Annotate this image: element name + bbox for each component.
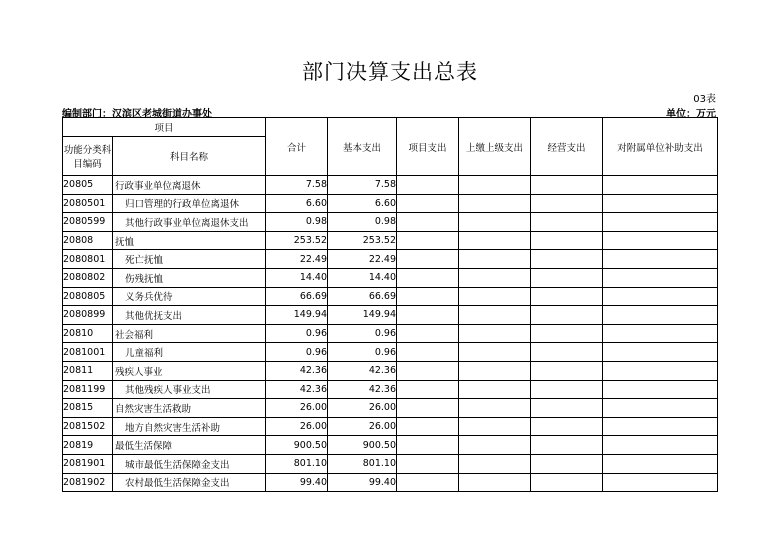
org-label: 编制部门：汉滨区老城街道办事处 — [62, 109, 212, 120]
project-expenditure-cell — [397, 473, 459, 492]
table-row — [63, 454, 718, 473]
subsidy-cell — [603, 417, 718, 436]
upper-payment-cell — [459, 176, 531, 195]
project-expenditure-cell — [397, 231, 459, 250]
total-cell: 99.40 — [266, 473, 328, 492]
upper-payment-cell — [459, 250, 531, 269]
subject-name-cell: 残疾人事业 — [113, 361, 266, 380]
func-code-cell: 2080899 — [63, 306, 113, 325]
subject-name-cell: 死亡抚恤 — [113, 250, 266, 269]
subject-name-cell: 义务兵优待 — [113, 287, 266, 306]
total-cell: 0.98 — [266, 213, 328, 232]
business-cell — [531, 399, 603, 418]
project-expenditure-cell — [397, 343, 459, 362]
upper-payment-cell — [459, 268, 531, 287]
table-row — [63, 231, 718, 250]
subject-name-cell: 抚恤 — [113, 231, 266, 250]
basic-cell: 253.52 — [328, 231, 397, 250]
total-cell: 0.96 — [266, 343, 328, 362]
subsidy-cell — [603, 213, 718, 232]
subject-name-cell: 最低生活保障 — [113, 436, 266, 455]
total-cell: 22.49 — [266, 250, 328, 269]
func-code-cell: 2081902 — [63, 473, 113, 492]
basic-cell: 99.40 — [328, 473, 397, 492]
total-cell: 26.00 — [266, 399, 328, 418]
func-code-cell: 2080599 — [63, 213, 113, 232]
project-expenditure-cell — [397, 454, 459, 473]
project-expenditure-cell — [397, 399, 459, 418]
page-title: 部门决算支出总表 — [302, 60, 478, 84]
subsidy-cell — [603, 324, 718, 343]
basic-cell: 26.00 — [328, 399, 397, 418]
table-row — [63, 213, 718, 232]
subsidy-cell — [603, 287, 718, 306]
total-cell: 801.10 — [266, 454, 328, 473]
total-cell: 900.50 — [266, 436, 328, 455]
business-cell — [531, 417, 603, 436]
header-subject-name: 科目名称 — [113, 137, 266, 176]
basic-cell: 0.98 — [328, 213, 397, 232]
table-row — [63, 399, 718, 418]
upper-payment-cell — [459, 361, 531, 380]
table-row — [63, 268, 718, 287]
func-code-cell: 20805 — [63, 176, 113, 195]
func-code-cell: 20819 — [63, 436, 113, 455]
basic-cell: 7.58 — [328, 176, 397, 195]
subsidy-cell — [603, 306, 718, 325]
business-cell — [531, 194, 603, 213]
basic-cell: 26.00 — [328, 417, 397, 436]
subject-name-cell: 其他行政事业单位离退休支出 — [113, 213, 266, 232]
total-cell: 26.00 — [266, 417, 328, 436]
header-business: 经营支出 — [531, 118, 603, 176]
upper-payment-cell — [459, 417, 531, 436]
business-cell — [531, 324, 603, 343]
basic-cell: 149.94 — [328, 306, 397, 325]
func-code-cell: 2080805 — [63, 287, 113, 306]
table-row — [63, 436, 718, 455]
project-expenditure-cell — [397, 213, 459, 232]
business-cell — [531, 343, 603, 362]
total-cell: 253.52 — [266, 231, 328, 250]
func-code-cell: 2080801 — [63, 250, 113, 269]
subsidy-cell — [603, 436, 718, 455]
subject-name-cell: 行政事业单位离退休 — [113, 176, 266, 195]
business-cell — [531, 250, 603, 269]
header-upper-payment: 上缴上级支出 — [459, 118, 531, 176]
header-row-1 — [63, 118, 718, 137]
total-cell: 149.94 — [266, 306, 328, 325]
business-cell — [531, 454, 603, 473]
business-cell — [531, 473, 603, 492]
table-row — [63, 380, 718, 399]
business-cell — [531, 176, 603, 195]
subsidy-cell — [603, 454, 718, 473]
subject-name-cell: 其他残疾人事业支出 — [113, 380, 266, 399]
table-row — [63, 287, 718, 306]
upper-payment-cell — [459, 324, 531, 343]
subject-name-cell: 儿童福利 — [113, 343, 266, 362]
table-row — [63, 324, 718, 343]
header-total: 合计 — [266, 118, 328, 176]
basic-cell: 0.96 — [328, 343, 397, 362]
unit-label: 单位：万元 — [666, 109, 716, 120]
table-row — [63, 473, 718, 492]
func-code-cell: 20815 — [63, 399, 113, 418]
basic-cell: 14.40 — [328, 268, 397, 287]
basic-cell: 22.49 — [328, 250, 397, 269]
upper-payment-cell — [459, 399, 531, 418]
upper-payment-cell — [459, 380, 531, 399]
business-cell — [531, 287, 603, 306]
func-code-cell: 20810 — [63, 324, 113, 343]
subsidy-cell — [603, 361, 718, 380]
subsidy-cell — [603, 250, 718, 269]
subsidy-cell — [603, 231, 718, 250]
upper-payment-cell — [459, 343, 531, 362]
project-expenditure-cell — [397, 361, 459, 380]
subject-name-cell: 其他优抚支出 — [113, 306, 266, 325]
upper-payment-cell — [459, 454, 531, 473]
upper-payment-cell — [459, 473, 531, 492]
business-cell — [531, 306, 603, 325]
subject-name-cell: 社会福利 — [113, 324, 266, 343]
upper-payment-cell — [459, 436, 531, 455]
header-project: 项目 — [63, 118, 266, 137]
business-cell — [531, 380, 603, 399]
basic-cell: 66.69 — [328, 287, 397, 306]
basic-cell: 42.36 — [328, 380, 397, 399]
table-row — [63, 194, 718, 213]
basic-cell: 6.60 — [328, 194, 397, 213]
business-cell — [531, 213, 603, 232]
table-body — [63, 176, 718, 492]
basic-cell: 0.96 — [328, 324, 397, 343]
subsidy-cell — [603, 176, 718, 195]
subsidy-cell — [603, 268, 718, 287]
total-cell: 42.36 — [266, 380, 328, 399]
business-cell — [531, 268, 603, 287]
table-row — [63, 250, 718, 269]
business-cell — [531, 231, 603, 250]
func-code-cell: 2081001 — [63, 343, 113, 362]
upper-payment-cell — [459, 306, 531, 325]
subsidy-cell — [603, 473, 718, 492]
upper-payment-cell — [459, 287, 531, 306]
upper-payment-cell — [459, 231, 531, 250]
project-expenditure-cell — [397, 176, 459, 195]
project-expenditure-cell — [397, 194, 459, 213]
header-project-expenditure: 项目支出 — [397, 118, 459, 176]
total-cell: 66.69 — [266, 287, 328, 306]
subject-name-cell: 伤残抚恤 — [113, 268, 266, 287]
header-func-code: 功能分类科目编码 — [63, 137, 113, 176]
func-code-cell: 2081901 — [63, 454, 113, 473]
subsidy-cell — [603, 380, 718, 399]
subject-name-cell: 自然灾害生活救助 — [113, 399, 266, 418]
upper-payment-cell — [459, 194, 531, 213]
project-expenditure-cell — [397, 287, 459, 306]
total-cell: 42.36 — [266, 361, 328, 380]
header-basic: 基本支出 — [328, 118, 397, 176]
func-code-cell: 2080802 — [63, 268, 113, 287]
subsidy-cell — [603, 194, 718, 213]
func-code-cell: 2081199 — [63, 380, 113, 399]
subject-name-cell: 地方自然灾害生活补助 — [113, 417, 266, 436]
project-expenditure-cell — [397, 436, 459, 455]
basic-cell: 900.50 — [328, 436, 397, 455]
upper-payment-cell — [459, 213, 531, 232]
form-number: 03表 — [693, 94, 716, 105]
expenditure-table — [62, 117, 718, 492]
subject-name-cell: 农村最低生活保障金支出 — [113, 473, 266, 492]
total-cell: 14.40 — [266, 268, 328, 287]
business-cell — [531, 436, 603, 455]
table-row — [63, 306, 718, 325]
subsidy-cell — [603, 399, 718, 418]
project-expenditure-cell — [397, 268, 459, 287]
subsidy-cell — [603, 343, 718, 362]
func-code-cell: 20808 — [63, 231, 113, 250]
table-row — [63, 417, 718, 436]
project-expenditure-cell — [397, 324, 459, 343]
total-cell: 6.60 — [266, 194, 328, 213]
project-expenditure-cell — [397, 250, 459, 269]
table-row — [63, 176, 718, 195]
project-expenditure-cell — [397, 417, 459, 436]
header-subsidy: 对附属单位补助支出 — [603, 118, 718, 176]
total-cell: 7.58 — [266, 176, 328, 195]
subject-name-cell: 归口管理的行政单位离退休 — [113, 194, 266, 213]
project-expenditure-cell — [397, 380, 459, 399]
business-cell — [531, 361, 603, 380]
basic-cell: 42.36 — [328, 361, 397, 380]
func-code-cell: 2080501 — [63, 194, 113, 213]
table-row — [63, 361, 718, 380]
project-expenditure-cell — [397, 306, 459, 325]
func-code-cell: 20811 — [63, 361, 113, 380]
table-row — [63, 343, 718, 362]
subject-name-cell: 城市最低生活保障金支出 — [113, 454, 266, 473]
basic-cell: 801.10 — [328, 454, 397, 473]
total-cell: 0.96 — [266, 324, 328, 343]
func-code-cell: 2081502 — [63, 417, 113, 436]
